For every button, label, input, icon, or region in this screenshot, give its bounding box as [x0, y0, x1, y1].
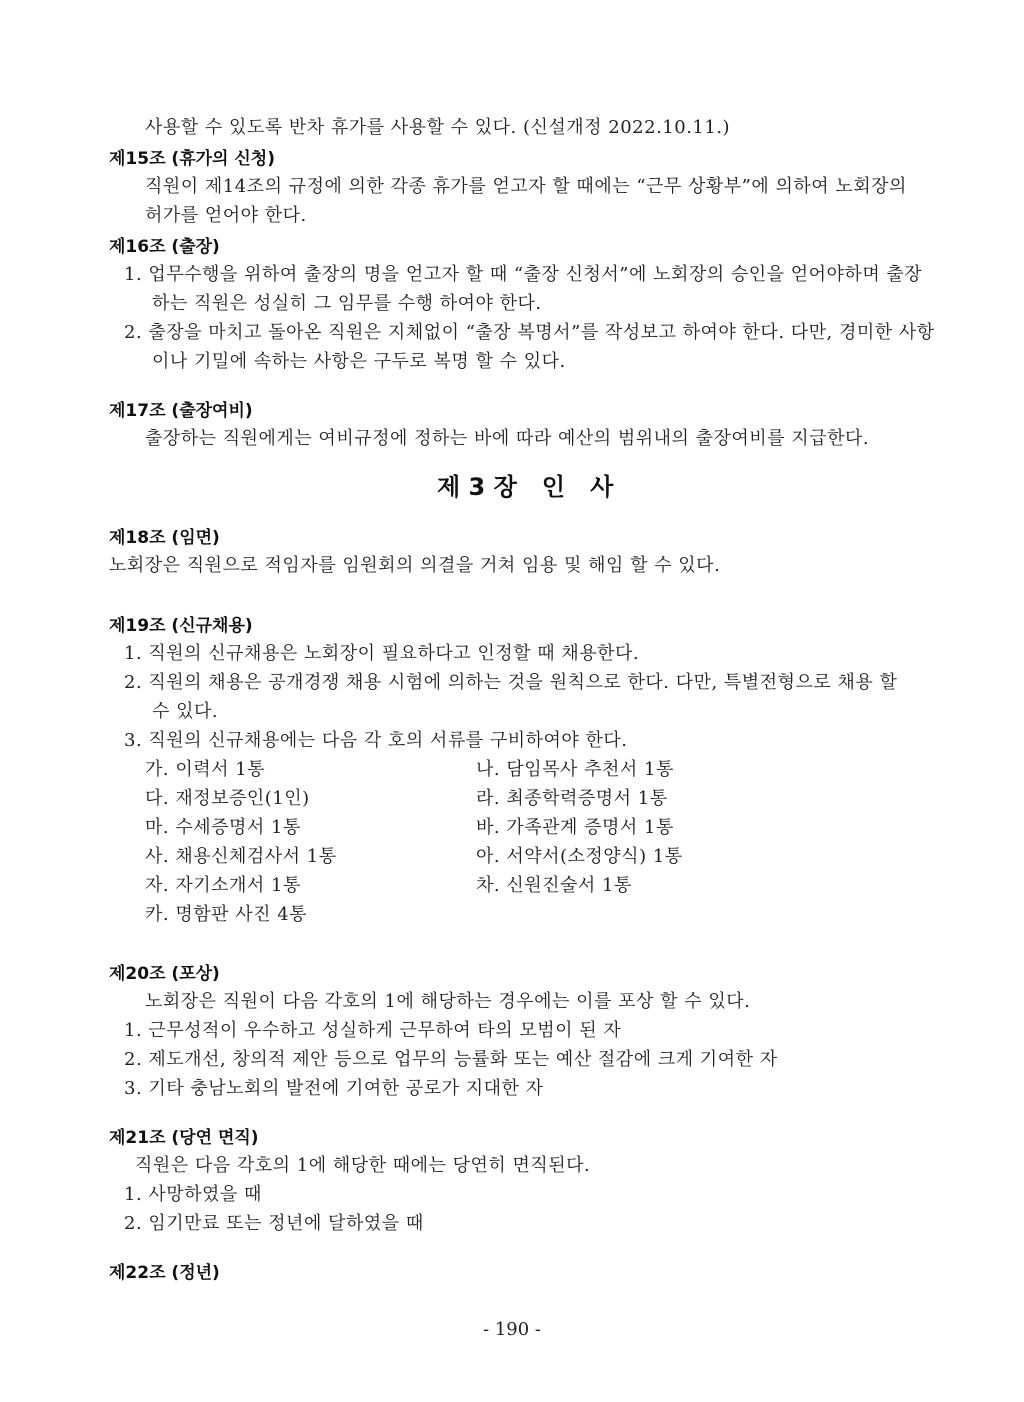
article-17-title: 제17조 (출장여비): [109, 401, 253, 421]
article-21-title: 제21조 (당연 면직): [109, 1128, 259, 1148]
article-20-line: 노회장은 직원이 다음 각호의 1에 해당하는 경우에는 이를 포상 할 수 있다.: [145, 991, 751, 1012]
article-16-line: 이나 기밀에 속하는 사항은 구두로 복명 할 수 있다.: [152, 351, 566, 372]
document-item: 마. 수세증명서 1통: [145, 817, 301, 838]
document-item: 바. 가족관계 증명서 1통: [476, 817, 674, 838]
article-22-title: 제22조 (정년): [109, 1263, 220, 1283]
article-16-line: 하는 직원은 성실히 그 임무를 수행 하여야 한다.: [152, 293, 542, 314]
document-item: 차. 신원진술서 1통: [476, 875, 632, 896]
article-16-line: 2. 출장을 마치고 돌아온 직원은 지체없이 “출장 복명서”를 작성보고 하여야 한다. 다만, 경미한 사항: [124, 322, 935, 343]
document-item: 나. 담임목사 추천서 1통: [476, 759, 674, 780]
article-19-line: 2. 직원의 채용은 공개경쟁 채용 시험에 의하는 것을 원칙으로 한다. 다만, 특별전형으로 채용 할: [124, 672, 898, 693]
chapter-title: 제 3 장 인 사: [437, 473, 614, 501]
article-19-line: 수 있다.: [152, 701, 219, 722]
article-16-line: 1. 업무수행을 위하여 출장의 명을 얻고자 할 때 “출장 신청서”에 노회장의 승인을 얻어야하며 출장: [124, 264, 923, 285]
document-item: 사. 채용신체검사서 1통: [145, 846, 337, 867]
article-15-line: 허가를 얻어야 한다.: [145, 205, 307, 226]
article-18-line: 노회장은 직원으로 적임자를 임원회의 의결을 거쳐 임용 및 해임 할 수 있다.: [109, 555, 721, 576]
article-17-line: 출장하는 직원에게는 여비규정에 정하는 바에 따라 예산의 범위내의 출장여비를 지급한다.: [145, 428, 870, 449]
document-item: 가. 이력서 1통: [145, 759, 266, 780]
article-19-line: 3. 직원의 신규채용에는 다음 각 호의 서류를 구비하여야 한다.: [124, 730, 628, 751]
intro-line: 사용할 수 있도록 반차 휴가를 사용할 수 있다. (신설개정 2022.10.11.): [145, 117, 731, 138]
article-20-line: 3. 기타 충남노회의 발전에 기여한 공로가 지대한 자: [124, 1078, 544, 1099]
article-15-title: 제15조 (휴가의 신청): [109, 149, 275, 169]
page-number: - 190 -: [483, 1319, 541, 1340]
document-item: 자. 자기소개서 1통: [145, 875, 301, 896]
document-item: 다. 재정보증인(1인): [145, 788, 310, 809]
article-20-title: 제20조 (포상): [109, 964, 220, 984]
document-item: 아. 서약서(소정양식) 1통: [476, 846, 683, 867]
article-20-line: 2. 제도개선, 창의적 제안 등으로 업무의 능률화 또는 예산 절감에 크게 기여한 자: [124, 1049, 778, 1070]
article-19-line: 1. 직원의 신규채용은 노회장이 필요하다고 인정할 때 채용한다.: [124, 643, 640, 664]
article-21-line: 직원은 다음 각호의 1에 해당한 때에는 당연히 면직된다.: [135, 1155, 591, 1176]
article-21-line: 2. 임기만료 또는 정년에 달하였을 때: [124, 1213, 424, 1234]
article-15-line: 직원이 제14조의 규정에 의한 각종 휴가를 얻고자 할 때에는 “근무 상황부”에 의하여 노회장의: [145, 176, 907, 197]
document-item: 카. 명함판 사진 4통: [145, 904, 308, 925]
article-19-title: 제19조 (신규채용): [109, 616, 253, 636]
article-18-title: 제18조 (임면): [109, 528, 220, 548]
document-item: 라. 최종학력증명서 1통: [476, 788, 668, 809]
article-20-line: 1. 근무성적이 우수하고 성실하게 근무하여 타의 모범이 된 자: [124, 1020, 622, 1041]
article-21-line: 1. 사망하였을 때: [124, 1184, 262, 1205]
article-16-title: 제16조 (출장): [109, 237, 220, 257]
